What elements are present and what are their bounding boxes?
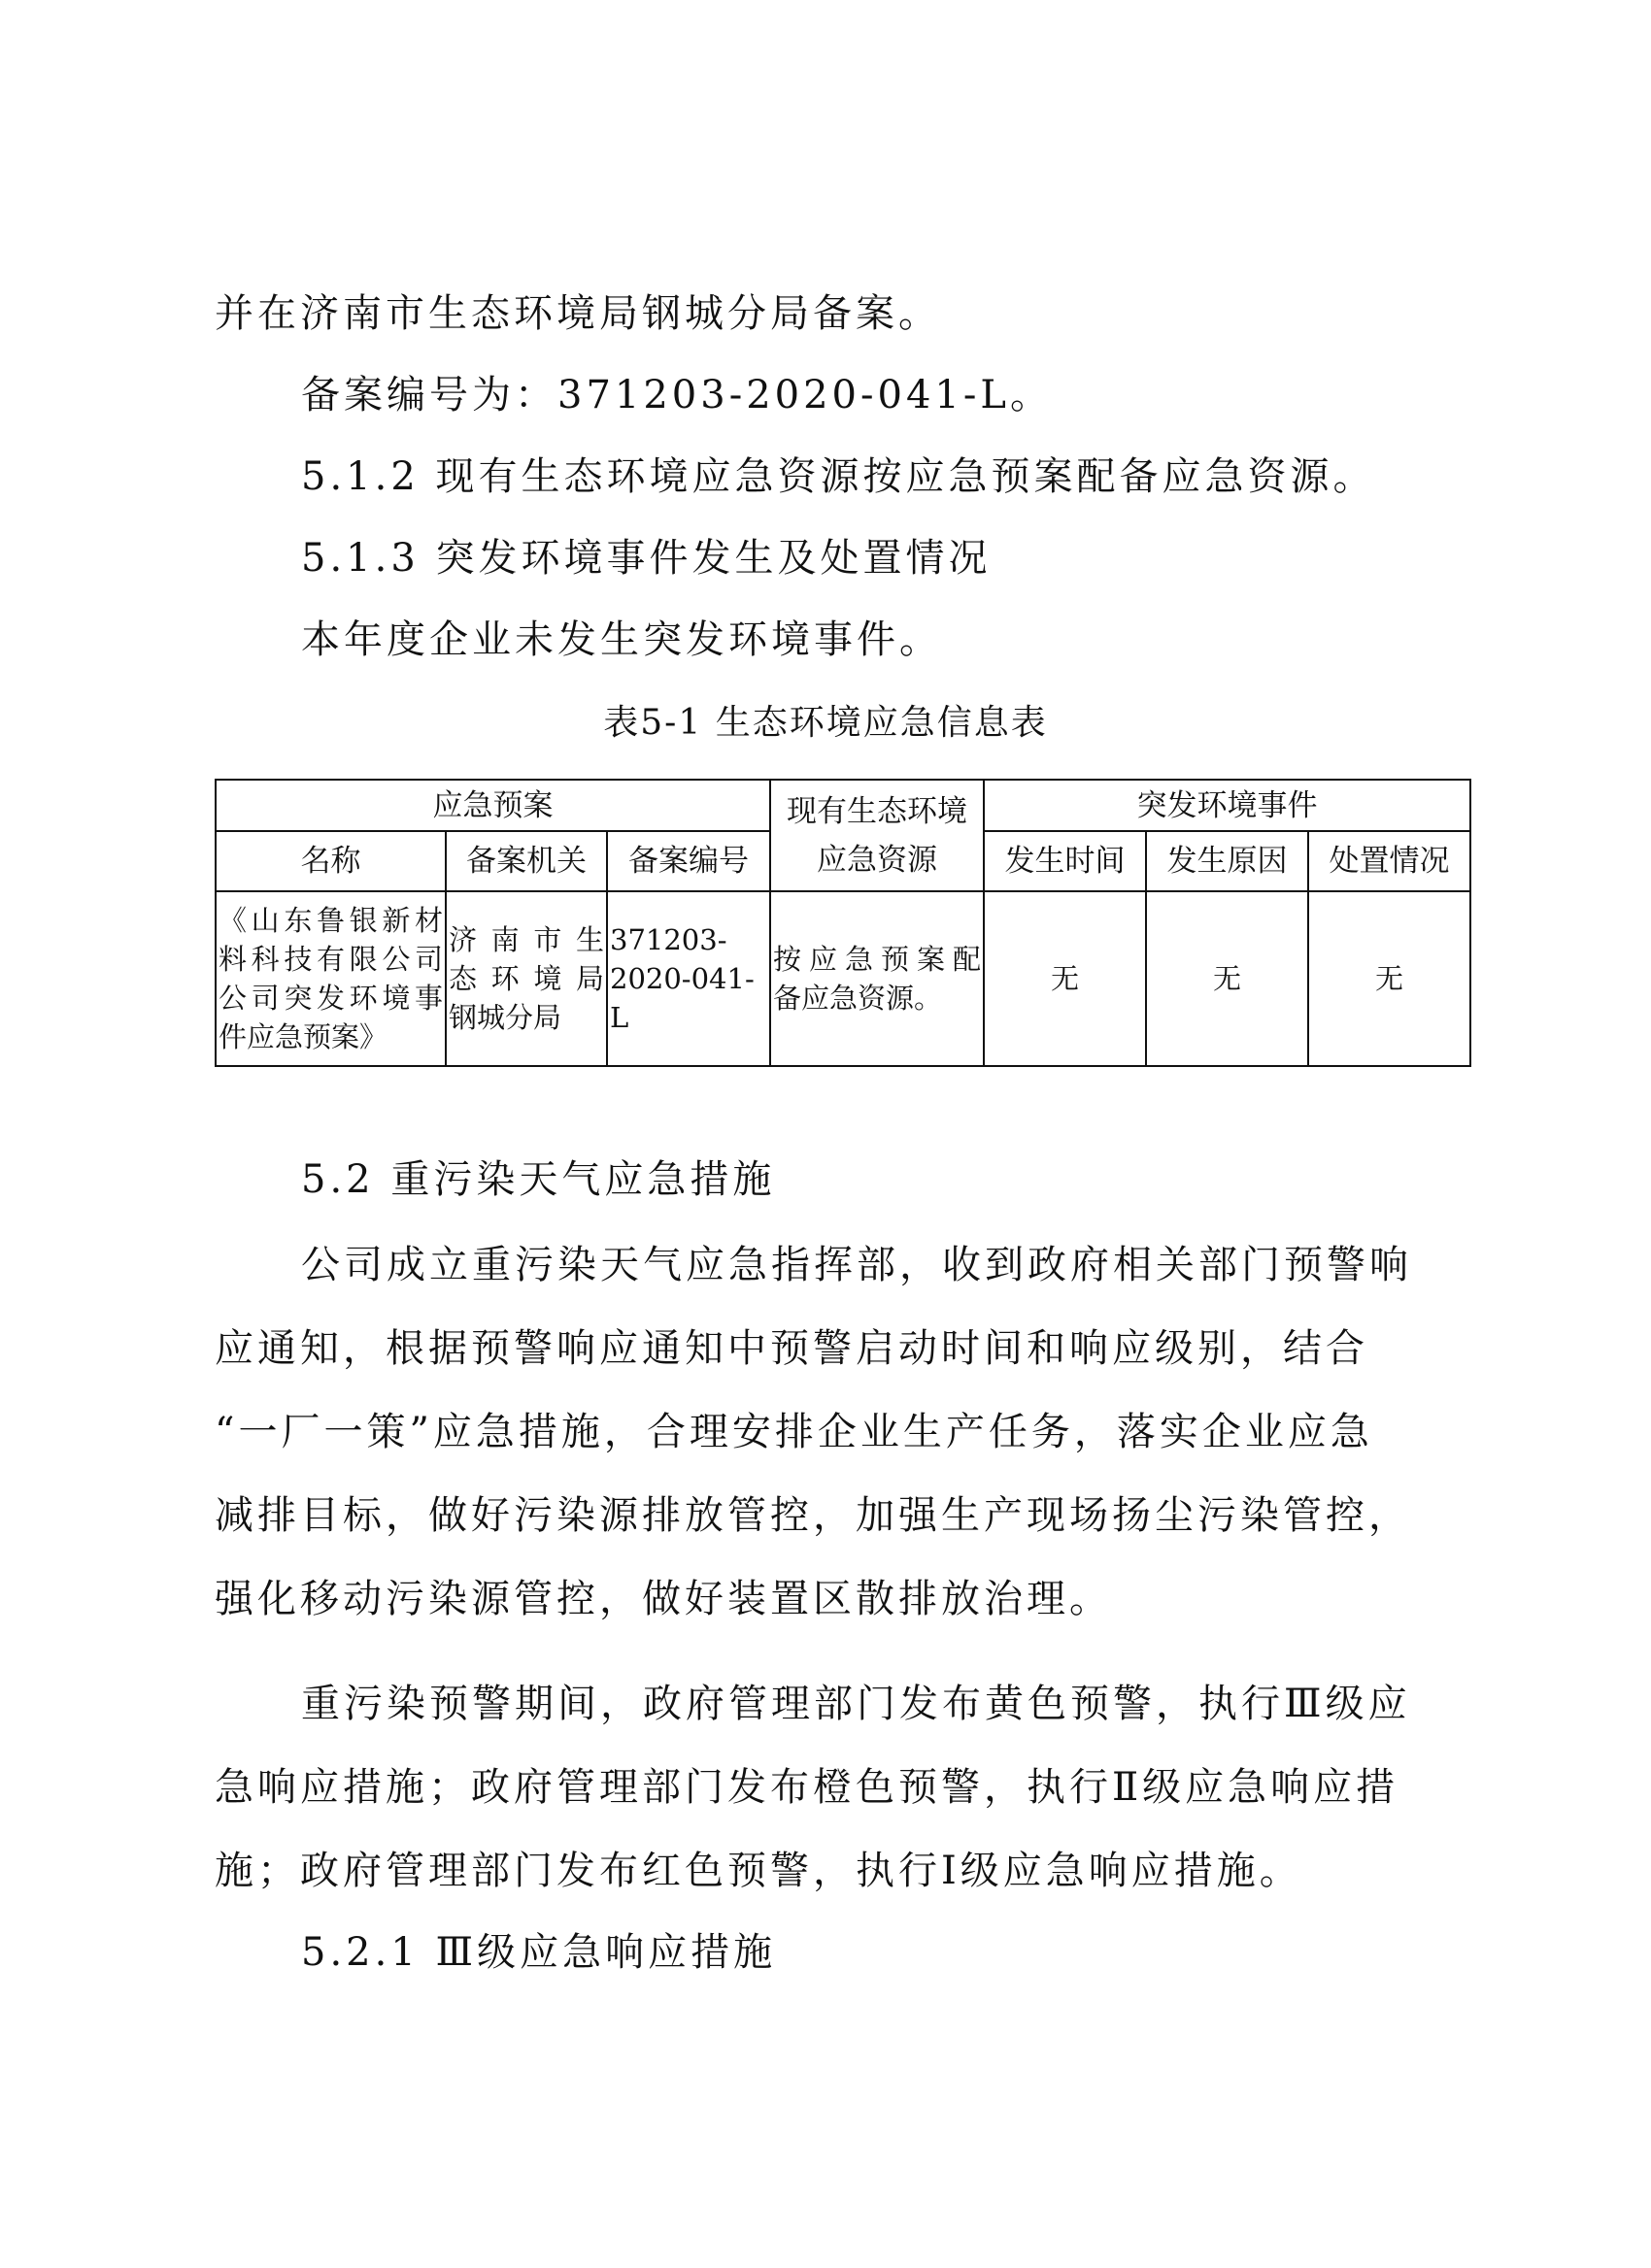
paragraph-line: 减排目标，做好污染源排放管控，加强生产现场扬尘污染管控， [215, 1493, 1411, 1538]
number-line: 371203- [610, 923, 727, 956]
number-line: L [610, 1001, 629, 1034]
paragraph-filing-location: 并在济南市生态环境局钢城分局备案。 [215, 291, 941, 336]
cell-number [607, 891, 770, 1066]
plan-name-line: 料科技有限公司 [219, 943, 443, 976]
cell-time: 无 [984, 891, 1146, 1066]
emergency-info-table [215, 779, 1471, 1067]
header-time: 发生时间 [984, 831, 1146, 891]
header-number: 备案编号 [607, 831, 770, 891]
paragraph-filing-number: 备案编号为：371203-2020-041-L。 [301, 373, 1053, 417]
paragraph-line: 公司成立重污染天气应急指挥部，收到政府相关部门预警响 [301, 1243, 1412, 1287]
table-header-row-1 [216, 780, 1470, 831]
resources-line: 按应急预案配 [773, 943, 981, 976]
subsection-heading: 5.2.1 Ⅲ级应急响应措施 [301, 1930, 777, 1975]
header-agency: 备案机关 [446, 831, 607, 891]
paragraph-line: “一厂一策”应急措施，合理安排企业生产任务，落实企业应急 [215, 1410, 1373, 1454]
plan-name-line: 公司突发环境事 [219, 982, 443, 1015]
paragraph-resources: 5.1.2 现有生态环境应急资源按应急预案配备应急资源。 [301, 454, 1376, 499]
paragraph-line: 强化移动污染源管控，做好装置区散排放治理。 [215, 1577, 1112, 1621]
header-cause: 发生原因 [1146, 831, 1308, 891]
cell-handling: 无 [1308, 891, 1470, 1066]
paragraph-events-heading: 5.1.3 突发环境事件发生及处置情况 [301, 536, 992, 581]
cell-cause: 无 [1146, 891, 1308, 1066]
agency-line: 钢城分局 [449, 1001, 562, 1034]
table-row [216, 891, 1470, 1066]
resources-line: 备应急资源。 [773, 982, 943, 1015]
header-handling: 处置情况 [1308, 831, 1470, 891]
cell-agency [446, 891, 607, 1066]
header-events: 突发环境事件 [984, 780, 1470, 831]
plan-name-line: 件应急预案》 [219, 1020, 388, 1053]
number-line: 2020-041- [610, 962, 755, 995]
paragraph-line: 应通知，根据预警响应通知中预警启动时间和响应级别，结合 [215, 1326, 1368, 1371]
cell-plan-name [216, 891, 446, 1066]
section-heading: 5.2 重污染天气应急措施 [301, 1157, 776, 1202]
paragraph-no-events: 本年度企业未发生突发环境事件。 [301, 617, 942, 662]
header-plan: 应急预案 [216, 780, 770, 831]
paragraph-line: 施；政府管理部门发布红色预警，执行Ⅰ级应急响应措施。 [215, 1849, 1302, 1893]
header-resources-text: 现有生态环境应急资源 [787, 793, 967, 878]
header-name: 名称 [216, 831, 446, 891]
agency-line: 济南市生 [449, 923, 604, 956]
cell-resources [770, 891, 984, 1066]
header-resources [770, 780, 984, 891]
paragraph-line: 急响应措施；政府管理部门发布橙色预警，执行Ⅱ级应急响应措 [215, 1765, 1399, 1810]
paragraph-line: 重污染预警期间，政府管理部门发布黄色预警，执行Ⅲ级应 [301, 1682, 1411, 1726]
plan-name-line: 《山东鲁银新材 [219, 904, 443, 937]
agency-line: 态环境局 [449, 962, 604, 995]
table-caption: 表5-1 生态环境应急信息表 [603, 703, 1048, 743]
